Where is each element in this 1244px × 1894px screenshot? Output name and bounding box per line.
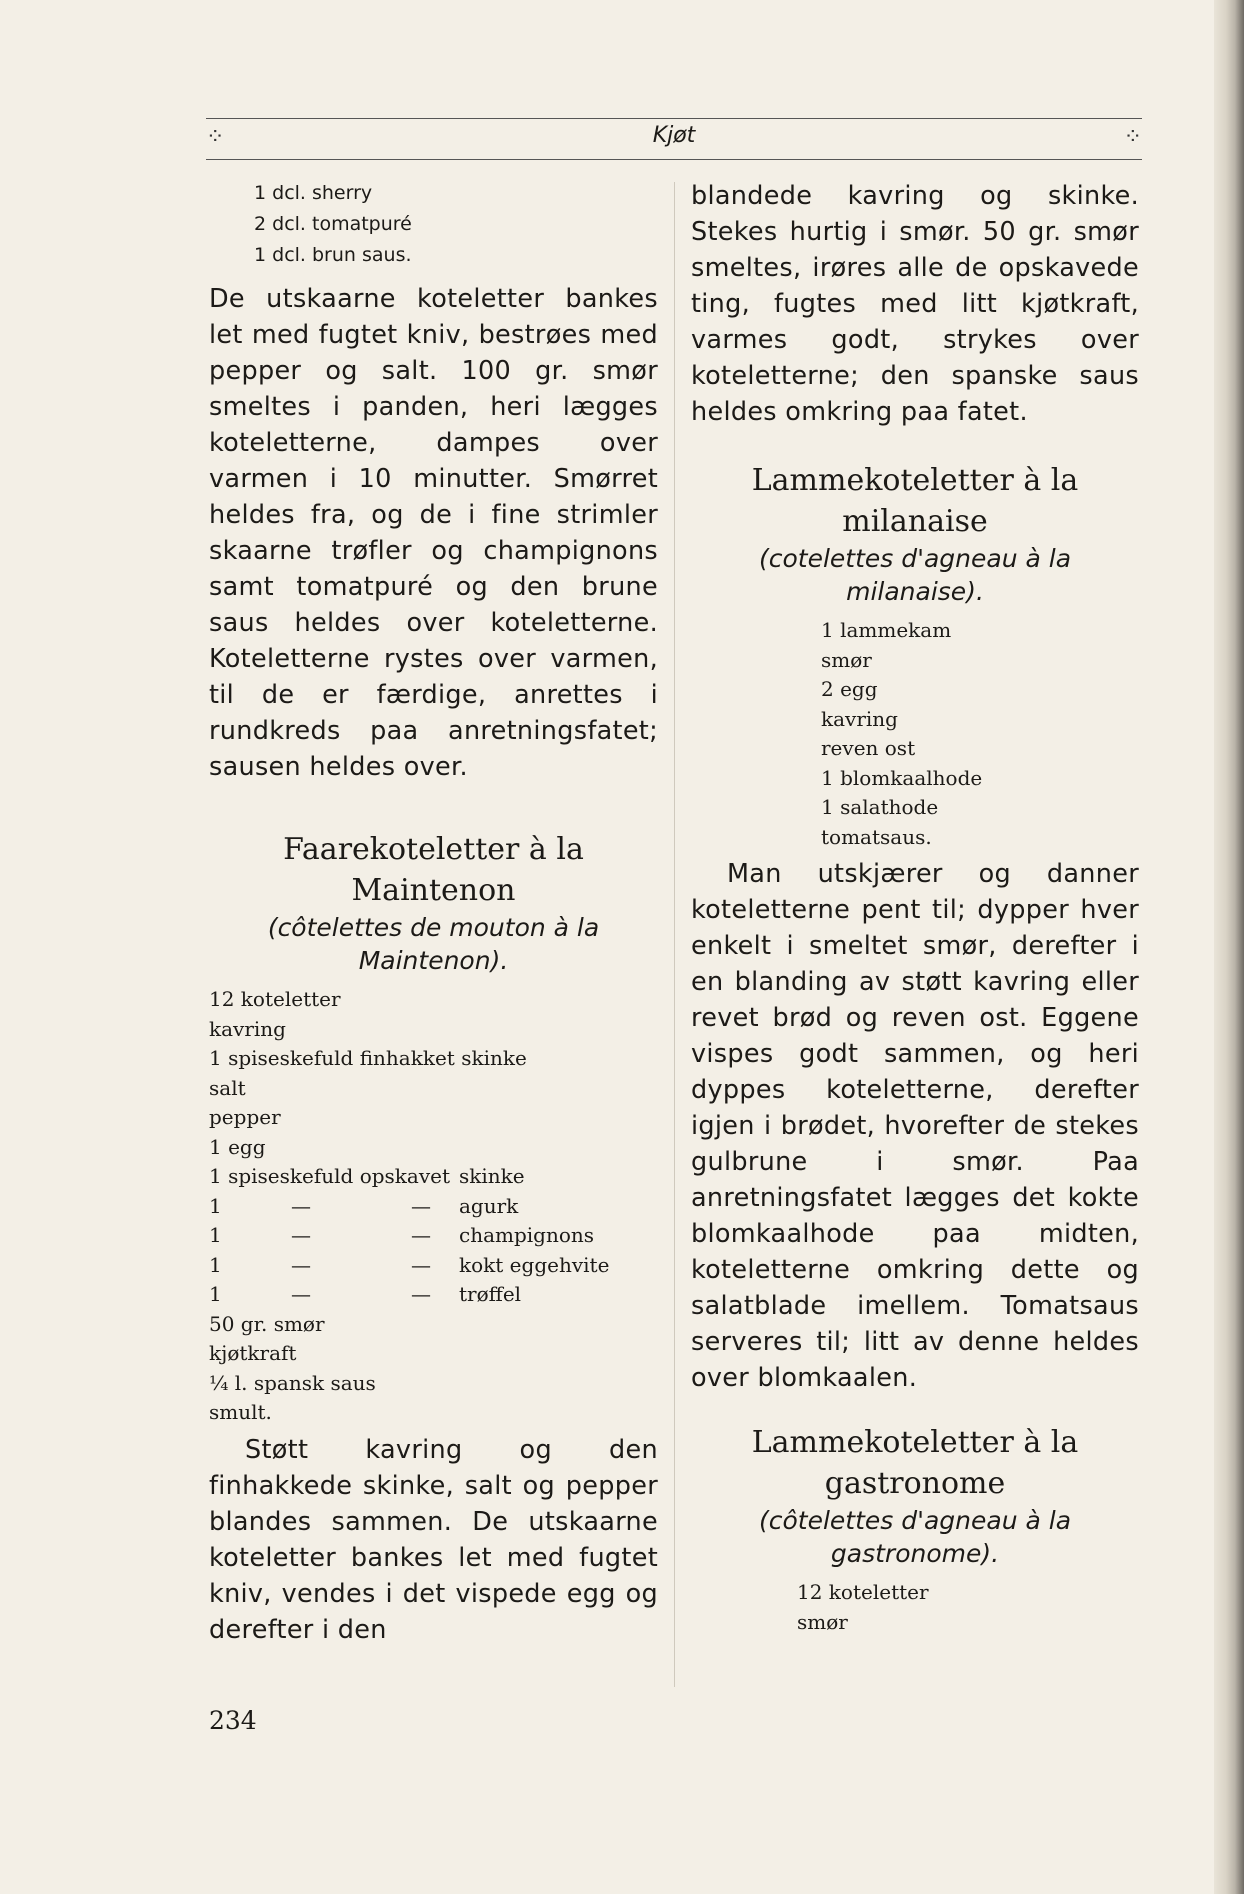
recipe-subtitle: (cotelettes d'agneau à la milanaise).: [758, 544, 1072, 606]
ingredient: 1 blomkaalhode: [821, 765, 983, 790]
ingredient: smør: [797, 1609, 848, 1634]
method-paragraph: blandede kavring og skinke. Stekes hurtig i smør. 50 gr. smør smeltes, irøres alle de opskavede ting, fugtes med litt kjøtkraft, varmes godt, strykes over koteletterne; den spanske saus heldes omkring paa fatet.: [691, 181, 1139, 427]
ingredient: 12 koteletter: [209, 987, 341, 1011]
ingredient-list: [691, 1578, 1139, 1637]
table-row: [209, 1162, 609, 1192]
ingredient-list: [691, 616, 1139, 852]
ingredient: kavring: [209, 1016, 286, 1041]
ditto-mark: —: [291, 1193, 311, 1218]
ingredient-list: [209, 1310, 658, 1428]
ditto-mark: —: [411, 1252, 431, 1277]
ornament-right-icon: ⁘: [1123, 125, 1142, 150]
ditto-mark: —: [411, 1193, 431, 1218]
recipe-subtitle: (côtelettes de mouton à la Maintenon).: [267, 913, 600, 975]
ingredient: 1 dcl. sherry: [254, 182, 373, 204]
ingredient-qty: 1: [209, 1193, 222, 1218]
method-paragraph: Støtt kavring og den finhakkede skinke, salt og pepper blandes sammen. De utskaarne koteletter bankes let med fugtet kniv, vendes i det vispede egg og derefter i den: [209, 1434, 658, 1645]
running-title: Kjøt: [652, 123, 696, 148]
ingredient: kjøtkraft: [209, 1341, 297, 1365]
ditto-mark: —: [411, 1223, 431, 1247]
ingredient: 1 dcl. brun saus.: [254, 244, 412, 266]
table-row: [209, 1251, 609, 1281]
recipe-title: Lammekoteletter à la milanaise: [751, 463, 1079, 539]
ingredient-list: [209, 985, 658, 1162]
ingredient: pepper: [209, 1105, 281, 1129]
ditto-mark: —: [291, 1282, 311, 1306]
ingredient-item: trøffel: [459, 1282, 522, 1306]
recipe-title: Lammekoteletter à la gastronome: [751, 1425, 1079, 1501]
ingredient: kavring: [821, 706, 898, 731]
ditto-mark: —: [291, 1223, 311, 1247]
ingredient-item: kokt eggehvite: [459, 1252, 610, 1277]
ingredient-item: champignons: [459, 1223, 595, 1247]
ingredient: reven ost: [821, 736, 916, 760]
ingredient: 1 lammekam: [821, 618, 952, 642]
ingredient-item: skinke: [459, 1164, 525, 1188]
page-number: 234: [209, 1706, 257, 1735]
method-paragraph: Man utskjærer og danner koteletterne pent til; dypper hver enkelt i smeltet smør, derefter i en blanding av støtt kavring eller revet brød og reven ost. Eggene vispes godt sammen, og heri dyppes koteletterne, derefter igjen i brødet, hvorefter de stekes gulbrune i smør. Paa anretningsfatet lægges det kokte blomkaalhode paa midten, koteletterne omkring dette og salatblade imellem. Tomatsaus serveres til; litt av denne heldes over blomkaalen.: [691, 859, 1139, 1393]
method-paragraph: De utskaarne koteletter bankes let med fugtet kniv, bestrøes med pepper og salt. 100 gr. smør smeltes i panden, heri lægges koteletterne, dampes over varmen i 10 minutter. Smørret heldes fra, og de i fine strimler skaarne trøfler og champignons samt tomatpuré og den brune saus heldes over koteletterne. Koteletterne rystes over varmen, til de er færdige, anrettes i rundkreds paa anretningsfatet; sausen heldes over.: [209, 284, 658, 782]
ingredient: 50 gr. smør: [209, 1311, 325, 1336]
table-row: [209, 1221, 609, 1251]
table-row: [209, 1280, 609, 1310]
ingredient: 1 egg: [209, 1134, 266, 1159]
ingredient-qty: 1 spiseskefuld opskavet: [209, 1164, 451, 1188]
top-ingredient-list: [209, 178, 658, 271]
left-column: [209, 178, 658, 1648]
ditto-mark: —: [291, 1252, 311, 1277]
ingredient: smør: [821, 647, 872, 672]
recipe-subtitle: (côtelettes d'agneau à la gastronome).: [758, 1506, 1072, 1568]
ingredient: salt: [209, 1075, 246, 1100]
ingredient-item: agurk: [459, 1193, 519, 1218]
ingredient-qty: 1: [209, 1223, 222, 1247]
ingredient: ¼ l. spansk saus: [209, 1370, 376, 1395]
ingredient: 1 spiseskefuld finhakket skinke: [209, 1046, 527, 1070]
ingredient-qty: 1: [209, 1282, 222, 1306]
ornament-left-icon: ⁘: [206, 125, 225, 150]
ingredient: smult.: [209, 1400, 272, 1424]
ingredient-qty: 1: [209, 1252, 222, 1277]
ingredient: tomatsaus.: [821, 824, 932, 849]
ditto-mark: —: [411, 1282, 431, 1306]
page-edge: [1214, 0, 1244, 1894]
ingredient: 2 egg: [821, 677, 878, 701]
ingredient: 2 dcl. tomatpuré: [254, 213, 412, 235]
table-row: [209, 1192, 609, 1222]
column-divider: [674, 182, 675, 1687]
running-header: [206, 118, 1142, 160]
ingredient-table: [209, 1162, 609, 1310]
recipe-title: Faarekoteletter à la Maintenon: [283, 832, 584, 908]
right-column: [691, 178, 1139, 1637]
ingredient: 1 salathode: [821, 795, 939, 819]
ingredient: 12 koteletter: [797, 1580, 929, 1604]
